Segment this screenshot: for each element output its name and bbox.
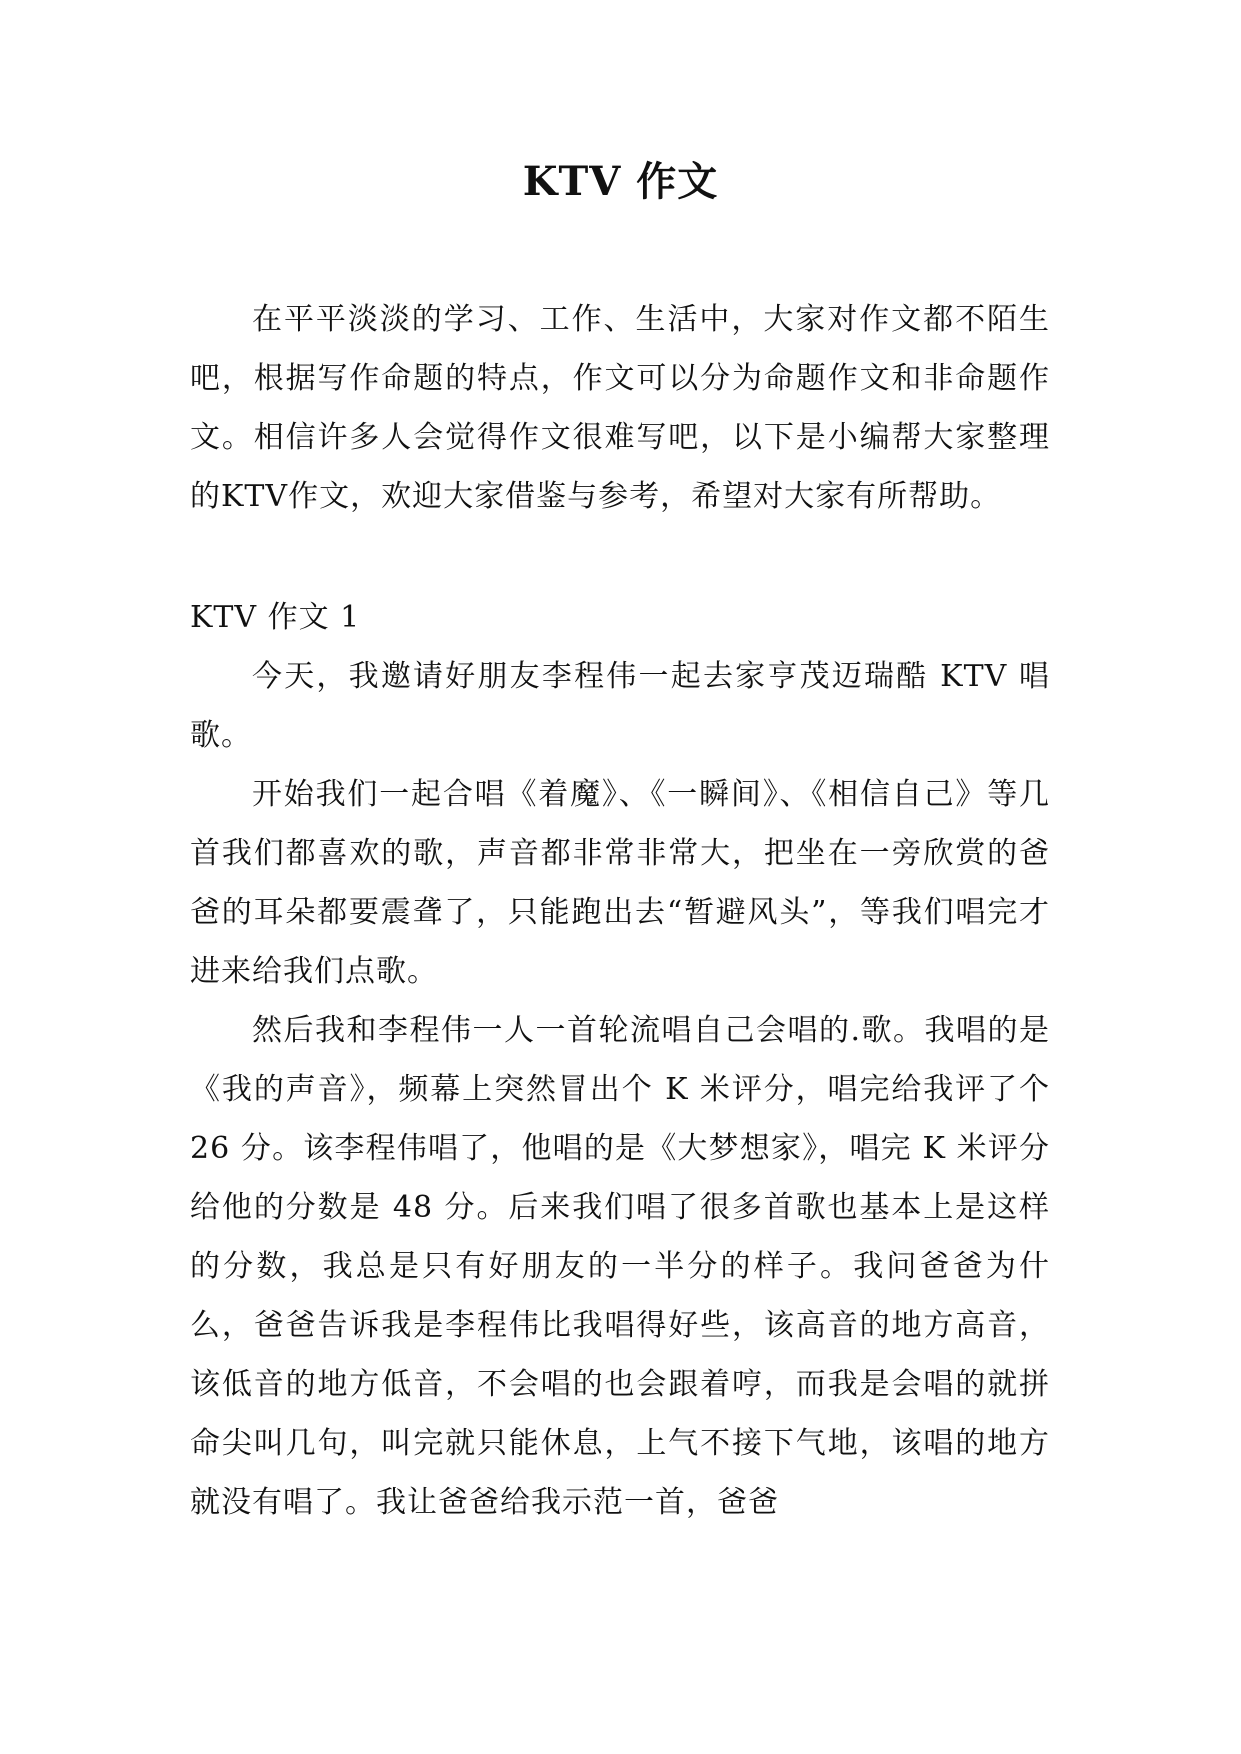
body-paragraph: 今天，我邀请好朋友李程伟一起去家亨茂迈瑞酷 KTV 唱歌。	[190, 659, 1050, 753]
body-paragraph: 开始我们一起合唱《着魔》、《一瞬间》、《相信自己》等几首我们都喜欢的歌，声音都非常非常大，把坐在一旁欣赏的爸爸的耳朵都要震聋了，只能跑出去“暂避风头”，等我们唱完才进来给我们点歌。	[190, 777, 1050, 989]
section-spacer	[190, 526, 1050, 588]
section-heading: KTV 作文 1	[190, 600, 361, 635]
document-body	[190, 290, 1050, 1532]
intro-paragraph: 在平平淡淡的学习、工作、生活中，大家对作文都不陌生吧，根据写作命题的特点，作文可以分为命题作文和非命题作文。相信许多人会觉得作文很难写吧，以下是小编帮大家整理的KTV作文，欢迎大家借鉴与参考，希望对大家有所帮助。	[190, 302, 1050, 514]
page-title: KTV 作文	[522, 158, 719, 205]
body-paragraph: 然后我和李程伟一人一首轮流唱自己会唱的.歌。我唱的是《我的声音》，频幕上突然冒出个 K 米评分，唱完给我评了个 26 分。该李程伟唱了，他唱的是《大梦想家》，唱完 K 米评分给他的分数是 48 分。后来我们唱了很多首歌也基本上是这样的分数，我总是只有好朋友的一半分的样子。我问爸爸为什么，爸爸告诉我是李程伟比我唱得好些，该高音的地方高音，该低音的地方低音，不会唱的也会跟着哼，而我是会唱的就拼命尖叫几句，叫完就只能休息，上气不接下气地，该唱的地方就没有唱了。我让爸爸给我示范一首，爸爸	[190, 1013, 1050, 1520]
